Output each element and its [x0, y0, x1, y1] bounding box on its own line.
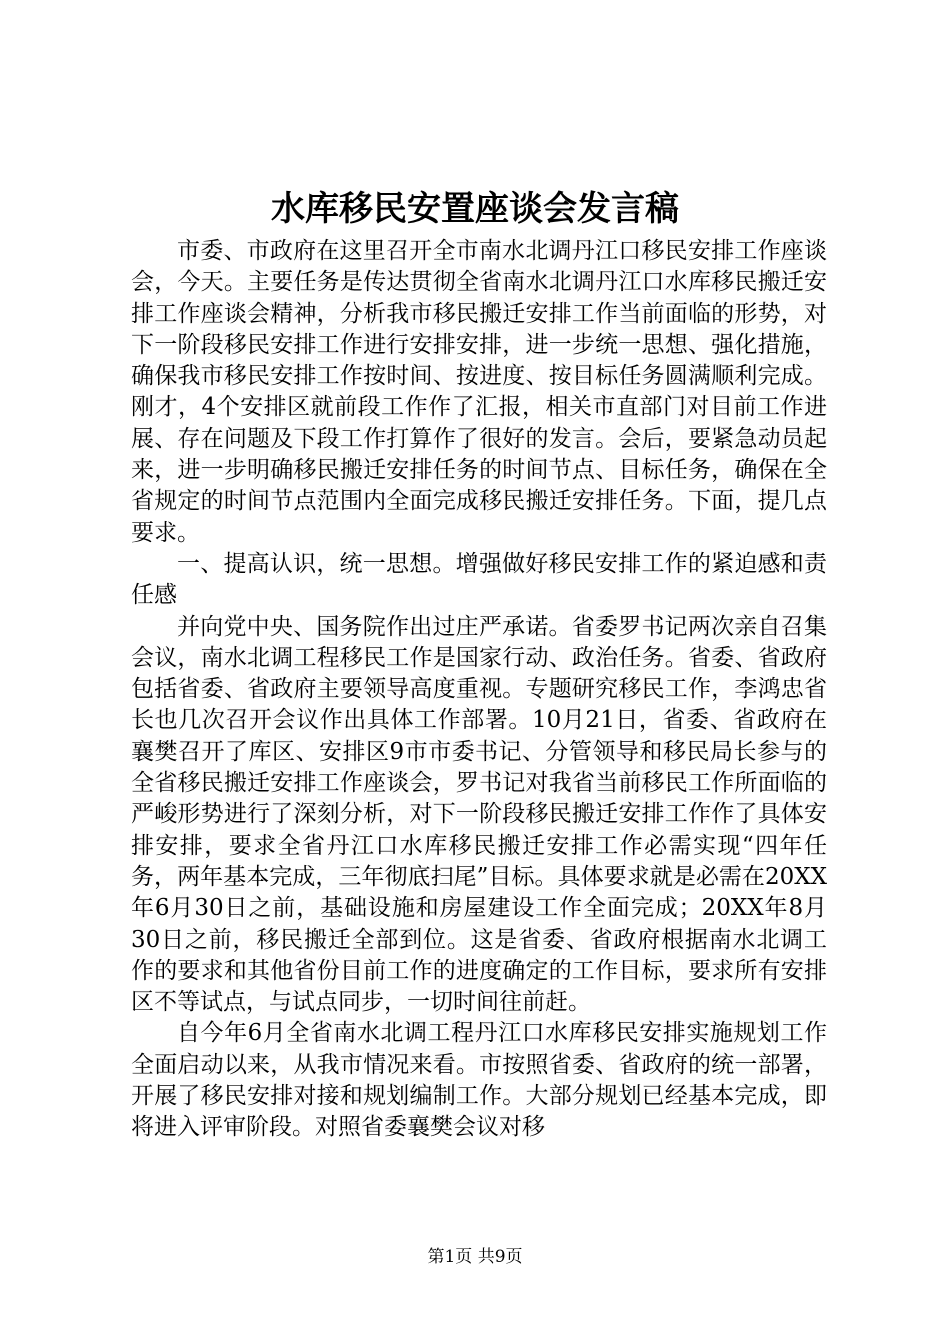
page-footer: 第1页 共9页	[427, 1247, 523, 1267]
paragraph-city-progress: 自今年6月全省南水北调工程丹江口水库移民安排实施规划工作全面启动以来，从我市情况来看。市按照省委、省政府的统一部署，开展了移民安排对接和规划编制工作。大部分规划已经基本完成，即将进入评审阶段。对照省委襄樊会议对移	[131, 1020, 827, 1141]
paragraph-provincial-requirements: 并向党中央、国务院作出过庄严承诺。省委罗书记两次亲自召集会议，南水北调工程移民工作是国家行动、政治任务。省委、省政府包括省委、省政府主要领导高度重视。专题研究移民工作，李鸿忠省长也几次召开会议作出具体工作部署。10月21日，省委、省政府在襄樊召开了库区、安排区9市市委书记、分管领导和移民局长参与的全省移民搬迁安排工作座谈会，罗书记对我省当前移民工作所面临的严峻形势进行了深刻分析，对下一阶段移民搬迁安排工作作了具体安排安排，要求全省丹江口水库移民搬迁安排工作必需实现“四年任务，两年基本完成，三年彻底扫尾”目标。具体要求就是必需在20XX年6月30日之前，基础设施和房屋建设工作全面完成；20XX年8月30日之前，移民搬迁全部到位。这是省委、省政府根据南水北调工作的要求和其他省份目前工作的进度确定的工作目标，要求所有安排区不等试点，与试点同步，一切时间往前赶。	[131, 613, 827, 1016]
paragraph-intro: 市委、市政府在这里召开全市南水北调丹江口移民安排工作座谈会，今天。主要任务是传达贯彻全省南水北调丹江口水库移民搬迁安排工作座谈会精神，分析我市移民搬迁安排工作当前面临的形势，对下一阶段移民安排工作进行安排安排，进一步统一思想、强化措施，确保我市移民安排工作按时间、按进度、按目标任务圆满顺利完成。刚才，4个安排区就前段工作作了汇报，相关市直部门对目前工作进展、存在问题及下段工作打算作了很好的发言。会后，要紧急动员起来，进一步明确移民搬迁安排任务的时间节点、目标任务，确保在全省规定的时间节点范围内全面完成移民搬迁安排任务。下面，提几点要求。	[131, 238, 827, 546]
document-body	[131, 236, 827, 1144]
document-title: 水库移民安置座谈会发言稿	[271, 189, 679, 229]
paragraph-section-heading: 一、提高认识，统一思想。增强做好移民安排工作的紧迫感和责任感	[131, 550, 827, 609]
